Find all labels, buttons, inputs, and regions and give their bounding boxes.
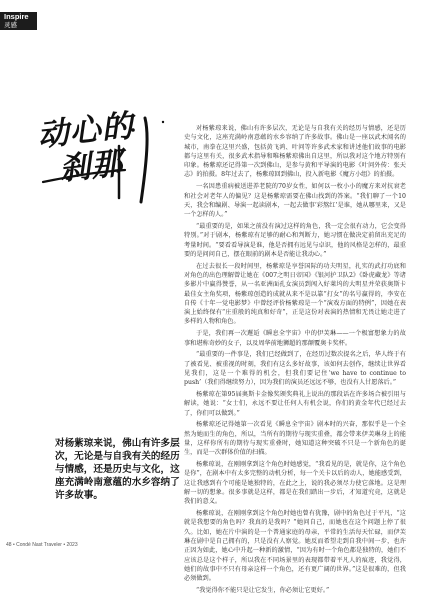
body-paragraph: 杨紫琼还记得她第一次看见《瞬息全宇宙》剧本时的兴奋，那似乎是一个全然为她而生的角色，所以，当所有的期待与现实重叠，都会带来伊芙琳身上的能量，这样你所有的期待与现实重叠时，她知道这种突破不只是一个新角色的诞生，而是一次群体价值的扫描。 — [184, 421, 406, 457]
section-header — [0, 12, 37, 30]
body-paragraph: 杨紫琼说，在刚刚拿到这个角色时她也曾有犹豫，剧中的角色过于平凡，“这就是我想要的角色吗？我真的是我吗？”她问自己，而她也在这个问题上停了很久。比如，她在片中演的是一个普通家庭的母亲，平常的生活每天忙碌，而伊芙琳在剧中是自己拥有的，只是没有人察觉。她反而希望走到自我中间一步，也许正因为如此，她心中升起一种新的激情，“因为有时一个角色都是独特的，她们不应该总是这个样子，所以我在不同场景里的表现都带着平凡人的痕迹，我觉得，她们的故事中不只有母亲这样一个角色，还有更广阔的世界。”这是很难的，但我必须做到。 — [184, 510, 406, 583]
article-body — [184, 124, 406, 598]
page-footer: 48 • Condé Nast Traveler • 2023 — [6, 542, 78, 548]
body-paragraph: 在过去很长一段时间里，杨紫琼是享誉国际的功夫明星，扎实的武打功底和对角色的出色理解曾让她在《007之明日帝国》《银河护卫队2》《卧虎藏龙》等诸多影片中赢得赞誉，从一名亚洲面孔女演员到闯入好莱坞的大明星并荣获奥斯卡最佳女主角奖项，杨紫琼创造的成就从来不是以靠“打女”的名号赢得的，李安在自传《十年一觉电影梦》中曾经评价杨紫琼是一个“演戏方面的特例”，因她在表演上始终保有“庄重般的纯真和好奇”，正是这份对表演的热情和无畏让她走进了多样的人物和角色。 — [184, 262, 406, 326]
body-paragraph: 杨紫琼在第95届奥斯卡金像奖颁奖典礼上说出的那段话在许多场合被引用与解读，她说：“女士们，永远不要让任何人有机会说，你们的黄金年代已经过去了，你们可以做到。” — [184, 391, 406, 417]
body-paragraph: 对杨紫琼来说，佛山有许多层次，无论是与自我有关的经历与情感，还是历史与文化，这座充满岭南意蕴的水乡容纳了许多故事。佛山是一座以武术闻名的城市，南拳在这里兴盛，包括黄飞鸿、叶问等许多武术家和讲述他们故事的电影都与这里有关，很多武术指导和唯杨紫琼佛出自这里，所以我对这个地方特别有印象。杨紫琼还记得第一次到佛山，是参与黄和平导演的电影《叶问外传：张天志》的拍摄。8年过去了，杨紫琼回到佛山，投入新电影《魔方小组》的拍摄。 — [184, 125, 406, 179]
article-title — [36, 108, 139, 190]
article-title-line2: 刹那 — [57, 145, 126, 188]
body-paragraph: “最重要的一件事是，我们已经做到了，在经历过数次提名之后，华人终于有了被看见、被重视的时刻，我们有这么多好故事，该如何去创作，继续让世界看见我们，这是一个难得的机会，但我们要记住‘we have to continue to push’（我们得继续努力），因为我们的演员还远远不够，也没有人甘愿落后。” — [184, 351, 406, 387]
body-paragraph: 于是，我们再一次邂逅《瞬息全宇宙》中的伊芙琳——一个极富想象力的故事和堪称奇妙的女子，以及周华前地狮超的那颠覆奥卡奖杯。 — [184, 330, 406, 347]
body-paragraph: 杨紫琼说，在刚刚拿到这个角色时她感觉，“我看见的是，就是你，这个角色是你”，在剧本中有太多完整的动机分析，每一个关卡以后的动人，她能感受到，这让我感到有个可能是她独特的，在此之上，说的我必须尽力使它落地。这是理解一切的想象。很多事就是这样，都是在我们踏出一步后，才知道究竟，这就是我们的意义。 — [184, 461, 406, 506]
body-paragraph: 一名因患重病被送进养老院的70岁女性，如何以一枚小小的魔方来对抗衰老和社会对老年人的偏见？这是杨紫琼需要在佛山找到的答案。“我们聊了一个10天，我会和编剧、导演一起读剧本，一起去做事‘彩熬红’是谁，她从哪里来，又是一个怎样的人。” — [184, 183, 406, 219]
pull-quote: 对杨紫琼来说，佛山有许多层次，无论是与自我有关的经历与情感，还是历史与文化，这座充满岭南意蕴的水乡容纳了许多故事。 — [55, 438, 180, 501]
body-paragraph: “最重要的是，如果之前没有演过这样的角色，我一定会很有动力，它会变得特别。”对于剧本，杨紫琼有足够的耐心和判断力，她习惯在做决定前留出充足的考量时间。“要看看导演是谁，他是否拥有远见与卓识，他的风格是怎样的，最重要的是问问自己，摆在眼前的剧本是否能让我动心。” — [184, 222, 406, 258]
section-title-en: Inspire — [4, 12, 29, 21]
body-paragraph: “我觉得你不能只是让它发生，你必须让它更好。” — [196, 586, 330, 594]
section-title-zh: 灵感 — [4, 21, 17, 29]
article-title-line1: 动心的 — [36, 107, 136, 154]
